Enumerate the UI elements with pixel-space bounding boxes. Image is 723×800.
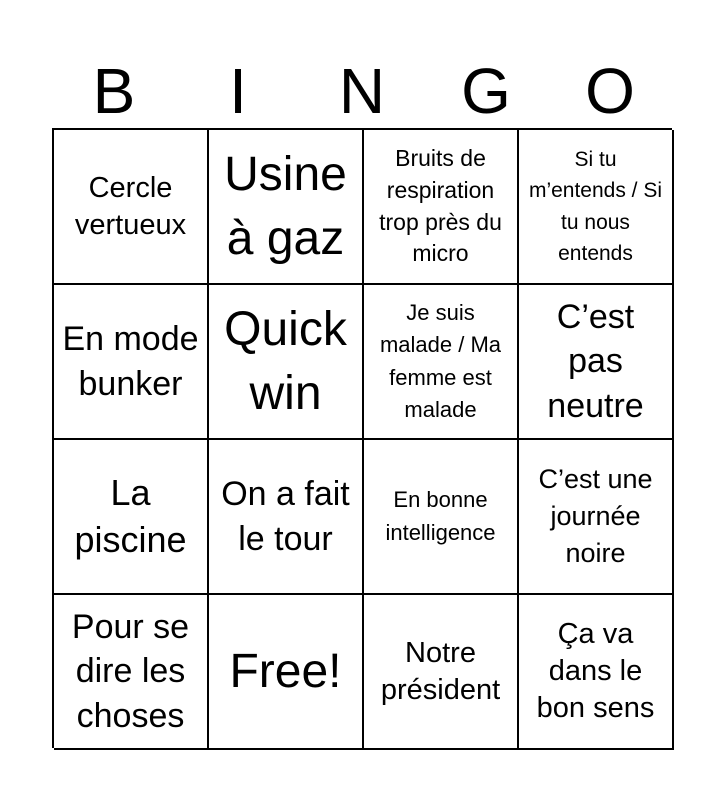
bingo-cell[interactable]: Bruits de respiration trop près du micro bbox=[364, 130, 519, 285]
bingo-cell[interactable]: La piscine bbox=[54, 440, 209, 595]
bingo-cell[interactable]: Quick win bbox=[209, 285, 364, 440]
bingo-cell[interactable]: On a fait le tour bbox=[209, 440, 364, 595]
bingo-cell[interactable]: Ça va dans le bon sens bbox=[519, 595, 674, 750]
bingo-cell[interactable]: Cercle vertueux bbox=[54, 130, 209, 285]
bingo-cell[interactable]: En mode bunker bbox=[54, 285, 209, 440]
bingo-cell[interactable]: C’est pas neutre bbox=[519, 285, 674, 440]
header-letter-b: B bbox=[92, 55, 136, 127]
bingo-cell[interactable]: Usine à gaz bbox=[209, 130, 364, 285]
bingo-cell[interactable]: Pour se dire les choses bbox=[54, 595, 209, 750]
bingo-grid bbox=[52, 128, 672, 748]
header-letter-o: O bbox=[585, 55, 635, 127]
header-letter-i: I bbox=[229, 55, 247, 127]
header-letter-g: G bbox=[461, 55, 511, 127]
bingo-header bbox=[52, 56, 672, 126]
bingo-cell-free[interactable]: Free! bbox=[209, 595, 364, 750]
bingo-cell[interactable]: Si tu m’entends / Si tu nous entends bbox=[519, 130, 674, 285]
header-letter-n: N bbox=[338, 55, 386, 127]
bingo-cell[interactable]: Notre président bbox=[364, 595, 519, 750]
bingo-cell[interactable]: C’est une journée noire bbox=[519, 440, 674, 595]
bingo-cell[interactable]: Je suis malade / Ma femme est malade bbox=[364, 285, 519, 440]
bingo-cell[interactable]: En bonne intelligence bbox=[364, 440, 519, 595]
